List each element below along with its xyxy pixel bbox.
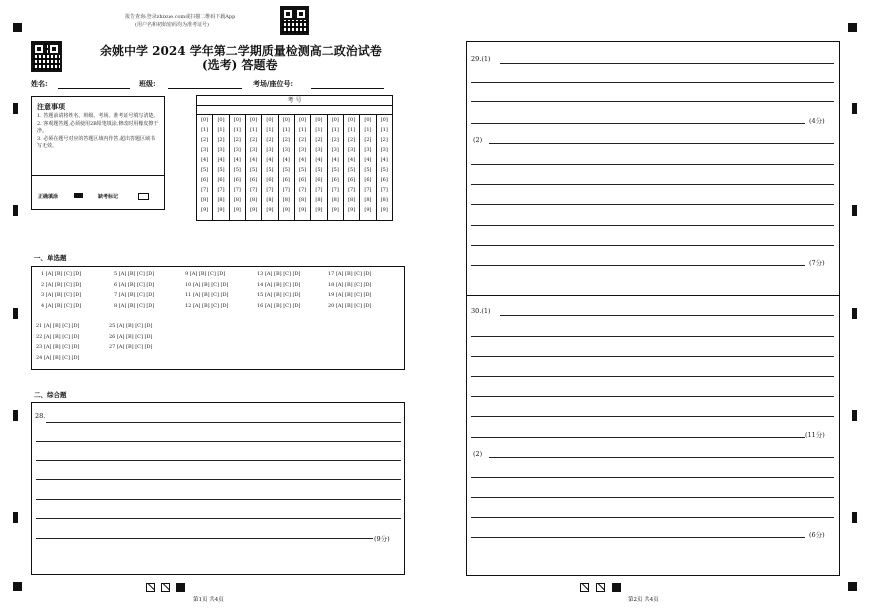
timing-mark (852, 308, 857, 319)
mc-question-options[interactable]: 22 [A] [B] [C] [D] (36, 333, 80, 340)
exam-digit-bubble[interactable]: [4] (233, 157, 241, 163)
exam-digit-bubble[interactable]: [6] (299, 177, 307, 183)
answer-line[interactable] (471, 537, 805, 538)
exam-digit-bubble[interactable]: [4] (266, 157, 274, 163)
exam-digit-bubble[interactable]: [4] (282, 157, 290, 163)
exam-digit-bubble[interactable]: [0] (315, 117, 323, 123)
exam-digit-bubble[interactable]: [0] (250, 117, 258, 123)
notice-item: 2. 客观题答题,必须使用2B铅笔填涂,修改时用橡皮擦干净。 (37, 120, 159, 134)
exam-digit-bubble[interactable]: [8] (315, 197, 323, 203)
exam-digit-bubble[interactable]: [1] (348, 127, 356, 133)
exam-digit-bubble[interactable]: [5] (315, 167, 323, 173)
mc-question-options[interactable]: 19 [A] [B] [C] [D] (328, 292, 372, 298)
answer-line[interactable] (471, 477, 834, 478)
exam-digit-bubble[interactable]: [5] (380, 167, 388, 173)
page-marker-icon (161, 583, 170, 592)
mc-question-options[interactable]: 23 [A] [B] [C] [D] (36, 344, 80, 350)
notice-box (31, 96, 165, 210)
exam-digit-bubble[interactable]: [5] (282, 167, 290, 173)
answer-line[interactable] (471, 204, 834, 205)
timing-mark (852, 512, 857, 523)
exam-digit-bubble[interactable]: [6] (266, 177, 274, 183)
answer-line[interactable] (489, 457, 834, 458)
exam-digit-bubble[interactable]: [1] (331, 127, 339, 133)
exam-digit-bubble[interactable]: [0] (348, 117, 356, 123)
q28-score: (9分) (374, 535, 390, 543)
mc-question-options[interactable]: 26 [A] [B] [C] [D] (109, 333, 153, 340)
mc-question-options[interactable]: 13 [A] [B] [C] [D] (257, 271, 301, 277)
mc-question-options[interactable]: 25 [A] [B] [C] [D] (109, 323, 153, 329)
exam-number-column (213, 114, 229, 220)
exam-number-column (360, 114, 376, 220)
exam-digit-bubble[interactable]: [7] (250, 187, 258, 193)
page-number-1: 第1页 共4页 (193, 597, 224, 603)
mc-question-options[interactable]: 21 [A] [B] [C] [D] (36, 323, 80, 329)
timing-mark (13, 308, 18, 319)
exam-digit-bubble[interactable]: [8] (233, 197, 241, 203)
exam-digit-bubble[interactable]: [0] (380, 117, 388, 123)
report-note: 报告查询:登录zhixue.com或扫描二维码下载App (125, 14, 236, 20)
answer-line[interactable] (471, 437, 805, 438)
absent-mark-checkbox[interactable] (138, 193, 149, 200)
exam-digit-bubble[interactable]: [0] (217, 117, 225, 123)
exam-digit-bubble[interactable]: [3] (348, 147, 356, 153)
answer-line[interactable] (46, 422, 401, 423)
exam-digit-bubble[interactable]: [7] (331, 187, 339, 193)
exam-digit-bubble[interactable]: [0] (282, 117, 290, 123)
exam-digit-bubble[interactable]: [0] (201, 117, 209, 123)
notice-item: 3. 必须在题号对应的答题区域内作答,超出答题区域书写无效。 (37, 135, 155, 149)
exam-digit-bubble[interactable]: [9] (217, 207, 225, 213)
exam-digit-bubble[interactable]: [7] (364, 187, 372, 193)
mc-question-options[interactable]: 9 [A] [B] [C] [D] (185, 271, 226, 277)
exam-digit-bubble[interactable]: [1] (364, 127, 372, 133)
exam-digit-bubble[interactable]: [3] (331, 147, 339, 153)
exam-digit-bubble[interactable]: [3] (299, 147, 307, 153)
name-label: 姓名: (31, 79, 48, 88)
exam-digit-bubble[interactable]: [7] (299, 187, 307, 193)
exam-digit-bubble[interactable]: [7] (315, 187, 323, 193)
seat-field[interactable] (311, 88, 384, 89)
timing-mark (13, 205, 18, 216)
exam-digit-bubble[interactable]: [0] (233, 117, 241, 123)
corner-mark (13, 23, 22, 32)
exam-digit-bubble[interactable]: [2] (299, 137, 307, 143)
exam-digit-bubble[interactable]: [4] (250, 157, 258, 163)
divider (467, 295, 839, 296)
exam-digit-bubble[interactable]: [1] (250, 127, 258, 133)
exam-number-column (295, 114, 311, 220)
answer-line[interactable] (471, 356, 834, 357)
exam-number-column (246, 114, 262, 220)
exam-digit-bubble[interactable]: [3] (380, 147, 388, 153)
exam-digit-bubble[interactable]: [7] (266, 187, 274, 193)
exam-digit-bubble[interactable]: [1] (233, 127, 241, 133)
seat-label: 考场/座位号: (253, 79, 294, 88)
timing-mark (852, 103, 857, 114)
exam-digit-bubble[interactable]: [0] (331, 117, 339, 123)
mc-question-options[interactable]: 7 [A] [B] [C] [D] (114, 292, 155, 298)
exam-number-grid (196, 95, 393, 221)
exam-digit-bubble[interactable]: [2] (233, 137, 241, 143)
mc-question-options[interactable]: 2 [A] [B] [C] [D] (41, 281, 82, 288)
exam-digit-bubble[interactable]: [7] (201, 187, 209, 193)
exam-digit-bubble[interactable]: [9] (331, 207, 339, 213)
exam-digit-bubble[interactable]: [5] (201, 167, 209, 173)
mc-question-options[interactable]: 11 [A] [B] [C] [D] (185, 292, 229, 298)
timing-mark (852, 205, 857, 216)
exam-digit-bubble[interactable]: [1] (266, 127, 274, 133)
answer-line[interactable] (471, 517, 834, 518)
exam-digit-bubble[interactable]: [2] (282, 137, 290, 143)
mc-question-options[interactable]: 17 [A] [B] [C] [D] (328, 271, 372, 277)
answer-line[interactable] (471, 184, 834, 185)
exam-digit-bubble[interactable]: [6] (348, 177, 356, 183)
answer-line[interactable] (471, 123, 805, 124)
timing-mark (13, 512, 18, 523)
exam-digit-bubble[interactable]: [3] (315, 147, 323, 153)
exam-digit-bubble[interactable]: [6] (364, 177, 372, 183)
mc-question-options[interactable]: 15 [A] [B] [C] [D] (257, 292, 301, 298)
exam-digit-bubble[interactable]: [2] (250, 137, 258, 143)
exam-digit-bubble[interactable]: [3] (364, 147, 372, 153)
q30-label: 30.(1) (471, 307, 491, 315)
class-label: 班级: (139, 79, 156, 88)
section-comprehensive-title: 二、综合题 (34, 391, 67, 399)
exam-digit-bubble[interactable]: [1] (217, 127, 225, 133)
exam-digit-bubble[interactable]: [1] (299, 127, 307, 133)
timing-mark (13, 103, 18, 114)
page-marker-icon (146, 583, 155, 592)
exam-digit-bubble[interactable]: [8] (282, 197, 290, 203)
answer-line[interactable] (471, 416, 834, 417)
exam-digit-bubble[interactable]: [7] (233, 187, 241, 193)
exam-number-column (279, 114, 295, 220)
answer-line[interactable] (36, 499, 401, 500)
mc-question-options[interactable]: 12 [A] [B] [C] [D] (185, 302, 229, 309)
answer-line[interactable] (36, 518, 401, 519)
exam-digit-bubble[interactable]: [3] (282, 147, 290, 153)
exam-number-column (197, 114, 213, 220)
qr-code-icon (280, 6, 309, 35)
mc-question-options[interactable]: 14 [A] [B] [C] [D] (257, 281, 301, 288)
answer-line[interactable] (471, 336, 834, 337)
mc-question-options[interactable]: 18 [A] [B] [C] [D] (328, 281, 372, 288)
exam-number-column (377, 114, 392, 220)
exam-digit-bubble[interactable]: [7] (380, 187, 388, 193)
exam-digit-bubble[interactable]: [4] (201, 157, 209, 163)
exam-digit-bubble[interactable]: [5] (331, 167, 339, 173)
exam-digit-bubble[interactable]: [9] (282, 207, 290, 213)
exam-digit-bubble[interactable]: [3] (250, 147, 258, 153)
exam-digit-bubble[interactable]: [2] (201, 137, 209, 143)
exam-digit-bubble[interactable]: [1] (282, 127, 290, 133)
mc-question-options[interactable]: 10 [A] [B] [C] [D] (185, 281, 229, 288)
exam-digit-bubble[interactable]: [9] (233, 207, 241, 213)
class-field[interactable] (168, 88, 242, 89)
exam-number-column (311, 114, 327, 220)
qr-code-icon (31, 41, 62, 72)
exam-digit-bubble[interactable]: [4] (299, 157, 307, 163)
exam-digit-bubble[interactable]: [4] (331, 157, 339, 163)
answer-line[interactable] (500, 315, 834, 316)
timing-mark (852, 410, 857, 421)
exam-digit-bubble[interactable]: [2] (348, 137, 356, 143)
exam-digit-bubble[interactable]: [5] (266, 167, 274, 173)
exam-number-column (262, 114, 278, 220)
mc-question-options[interactable]: 20 [A] [B] [C] [D] (328, 302, 372, 309)
mc-question-options[interactable]: 4 [A] [B] [C] [D] (41, 302, 82, 309)
exam-digit-bubble[interactable]: [9] (380, 207, 388, 213)
exam-digit-bubble[interactable]: [1] (201, 127, 209, 133)
exam-digit-bubble[interactable]: [5] (364, 167, 372, 173)
exam-digit-bubble[interactable]: [9] (250, 207, 258, 213)
exam-title: 余姚中学 2024 学年第二学期质量检测高二政治试卷 (100, 44, 382, 58)
corner-mark (848, 23, 857, 32)
right-answer-box (466, 41, 840, 576)
correct-fill-sample-icon (74, 193, 83, 198)
exam-digit-bubble[interactable]: [9] (299, 207, 307, 213)
exam-digit-bubble[interactable]: [6] (315, 177, 323, 183)
exam-digit-bubble[interactable]: [6] (380, 177, 388, 183)
exam-digit-bubble[interactable]: [4] (315, 157, 323, 163)
q29-2-score: (7分) (809, 259, 825, 267)
exam-digit-bubble[interactable]: [7] (217, 187, 225, 193)
exam-digit-bubble[interactable]: [8] (348, 197, 356, 203)
exam-digit-bubble[interactable]: [2] (315, 137, 323, 143)
exam-digit-bubble[interactable]: [1] (315, 127, 323, 133)
q29-1-score: (4分) (809, 117, 825, 125)
answer-line[interactable] (471, 82, 834, 83)
exam-digit-bubble[interactable]: [3] (233, 147, 241, 153)
answer-line[interactable] (489, 143, 834, 144)
exam-digit-bubble[interactable]: [8] (380, 197, 388, 203)
exam-digit-bubble[interactable]: [2] (364, 137, 372, 143)
exam-digit-bubble[interactable]: [8] (250, 197, 258, 203)
exam-digit-bubble[interactable]: [9] (348, 207, 356, 213)
exam-digit-bubble[interactable]: [3] (217, 147, 225, 153)
exam-number-column (344, 114, 360, 220)
divider (32, 175, 164, 176)
exam-number-heading: 考 号 (197, 96, 392, 106)
mc-question-options[interactable]: 24 [A] [B] [C] [D] (36, 354, 80, 361)
answer-line[interactable] (471, 265, 805, 266)
q29-2-label: (2) (473, 136, 483, 144)
mc-question-options[interactable]: 8 [A] [B] [C] [D] (114, 302, 155, 309)
corner-mark (13, 582, 22, 591)
answer-line[interactable] (471, 101, 834, 102)
name-field[interactable] (58, 88, 130, 89)
exam-subtitle: (选考) 答题卷 (202, 58, 278, 72)
q30-1-score: (11分) (805, 431, 825, 439)
page-marker-icon (612, 583, 621, 592)
exam-digit-bubble[interactable]: [4] (217, 157, 225, 163)
mc-question-options[interactable]: 6 [A] [B] [C] [D] (114, 281, 155, 288)
answer-line[interactable] (471, 225, 834, 226)
mc-question-options[interactable]: 3 [A] [B] [C] [D] (41, 292, 82, 298)
page-marker-icon (596, 583, 605, 592)
exam-digit-bubble[interactable]: [6] (282, 177, 290, 183)
mc-question-options[interactable]: 16 [A] [B] [C] [D] (257, 302, 301, 309)
exam-digit-bubble[interactable]: [5] (233, 167, 241, 173)
exam-digit-bubble[interactable]: [9] (266, 207, 274, 213)
answer-line[interactable] (36, 441, 401, 442)
exam-number-columns (197, 114, 392, 220)
exam-digit-bubble[interactable]: [7] (348, 187, 356, 193)
exam-digit-bubble[interactable]: [6] (233, 177, 241, 183)
notice-item: 1. 答题前请将姓名、班级、考场、准考证号填写清楚。 (37, 113, 159, 119)
timing-mark (13, 410, 18, 421)
single-choice-box (31, 266, 405, 370)
exam-digit-bubble[interactable]: [4] (348, 157, 356, 163)
page-marker-icon (176, 583, 185, 592)
answer-line[interactable] (36, 538, 373, 539)
exam-digit-bubble[interactable]: [5] (217, 167, 225, 173)
corner-mark (848, 582, 857, 591)
answer-line[interactable] (500, 63, 834, 64)
exam-digit-bubble[interactable]: [6] (250, 177, 258, 183)
exam-digit-bubble[interactable]: [2] (266, 137, 274, 143)
mc-question-options[interactable]: 5 [A] [B] [C] [D] (114, 271, 155, 277)
exam-digit-bubble[interactable]: [0] (266, 117, 274, 123)
answer-line[interactable] (471, 376, 834, 377)
exam-digit-bubble[interactable]: [0] (364, 117, 372, 123)
exam-digit-bubble[interactable]: [8] (331, 197, 339, 203)
report-note-credentials: (用户名和初始密码均为准考证号) (135, 22, 209, 28)
page-number-2: 第2页 共4页 (628, 597, 659, 603)
exam-digit-bubble[interactable]: [8] (299, 197, 307, 203)
q29-label: 29.(1) (471, 55, 491, 63)
section-single-choice-title: 一、单选题 (34, 254, 67, 262)
mc-question-options[interactable]: 27 [A] [B] [C] [D] (109, 344, 153, 350)
exam-number-column (328, 114, 344, 220)
exam-digit-bubble[interactable]: [5] (348, 167, 356, 173)
exam-digit-bubble[interactable]: [7] (282, 187, 290, 193)
q28-label: 28. (35, 412, 46, 420)
q30-2-score: (6分) (809, 531, 825, 539)
exam-digit-bubble[interactable]: [4] (364, 157, 372, 163)
q28-answer-box (31, 402, 405, 575)
correct-fill-label: 正确填涂 (38, 194, 59, 200)
exam-digit-bubble[interactable]: [0] (299, 117, 307, 123)
answer-line[interactable] (36, 479, 401, 480)
exam-digit-bubble[interactable]: [8] (364, 197, 372, 203)
exam-digit-bubble[interactable]: [5] (299, 167, 307, 173)
exam-digit-bubble[interactable]: [2] (217, 137, 225, 143)
notice-heading: 注意事项 (37, 102, 65, 111)
exam-digit-bubble[interactable]: [9] (364, 207, 372, 213)
answer-line[interactable] (471, 164, 834, 165)
exam-digit-bubble[interactable]: [3] (201, 147, 209, 153)
exam-number-column (230, 114, 246, 220)
exam-digit-bubble[interactable]: [8] (266, 197, 274, 203)
exam-digit-bubble[interactable]: [6] (331, 177, 339, 183)
answer-line[interactable] (471, 396, 834, 397)
exam-digit-bubble[interactable]: [8] (201, 197, 209, 203)
page-marker-icon (580, 583, 589, 592)
answer-line[interactable] (36, 460, 401, 461)
answer-line[interactable] (471, 245, 834, 246)
exam-digit-bubble[interactable]: [2] (380, 137, 388, 143)
exam-digit-bubble[interactable]: [6] (201, 177, 209, 183)
absent-mark-label: 缺考标记 (98, 194, 119, 200)
q30-2-label: (2) (473, 450, 483, 458)
exam-digit-bubble[interactable]: [9] (201, 207, 209, 213)
exam-digit-bubble[interactable]: [6] (217, 177, 225, 183)
notice-list (37, 113, 159, 151)
exam-digit-bubble[interactable]: [9] (315, 207, 323, 213)
answer-line[interactable] (471, 497, 834, 498)
mc-question-options[interactable]: 1 [A] [B] [C] [D] (41, 271, 82, 277)
exam-digit-bubble[interactable]: [3] (266, 147, 274, 153)
exam-digit-bubble[interactable]: [2] (331, 137, 339, 143)
exam-digit-bubble[interactable]: [1] (380, 127, 388, 133)
exam-digit-bubble[interactable]: [5] (250, 167, 258, 173)
exam-digit-bubble[interactable]: [4] (380, 157, 388, 163)
exam-digit-bubble[interactable]: [8] (217, 197, 225, 203)
